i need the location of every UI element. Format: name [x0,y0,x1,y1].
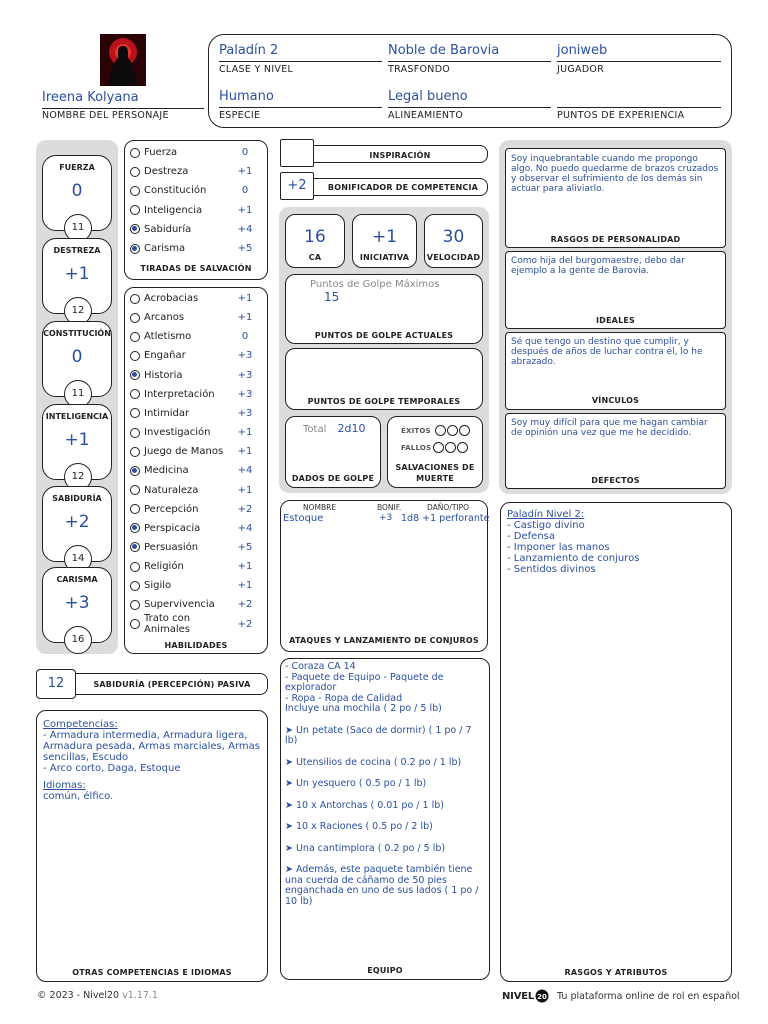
feature-item: - Defensa [507,531,555,542]
ability-name: CARISMA [56,575,98,584]
skill-value: +3 [237,388,253,400]
attack-bonus: +3 [379,513,393,523]
copyright-text: © 2023 - Nivel20 [37,990,120,1001]
initiative-label: INICIATIVA [359,253,410,262]
attack-damage: 1d8 +1 perforante [401,513,490,524]
proficiencies-label: OTRAS COMPETENCIAS E IDIOMAS [72,968,232,977]
skill-row[interactable] [130,289,256,308]
equipment-line: ➤ 10 x Antorchas ( 0.01 po / 1 lb) [285,799,444,811]
skill-row[interactable] [130,576,256,595]
proficiency-checkbox[interactable] [130,485,140,495]
skill-name: Arcanos [144,312,185,324]
character-name-line [42,108,204,109]
passive-perception-label: SABIDURÍA (PERCEPCIÓN) PASIVA [93,680,251,689]
saving-throw-value: +4 [237,223,253,235]
saving-throws-title: TIRADAS DE SALVACIÓN [140,264,252,273]
hit-dice-total-value: 2d10 [337,422,366,435]
features-list [507,509,727,575]
armor-class-label: CA [308,253,322,262]
skill-row[interactable] [130,404,256,423]
equipment-line: ➤ Además, este paquete también tiene una cuerda de cáñamo de 50 pies enganchada en uno de sus lados ( 1 po / 10 lb) [285,864,479,907]
ability-name: FUERZA [59,163,95,172]
skill-value: +4 [237,465,253,477]
skill-value: +1 [237,293,253,304]
death-saves-label: SALVACIONES DE MUERTE [395,463,475,483]
saving-throw-name: Inteligencia [144,204,203,216]
temp-hp-label: PUNTOS DE GOLPE TEMPORALES [307,397,461,406]
saving-throw-row[interactable] [130,181,256,200]
ability-charisma[interactable] [42,567,112,643]
skill-name: Sigilo [144,580,172,592]
player-value: joniweb [557,43,608,58]
class-level-field[interactable] [219,41,382,87]
attacks-header-name: NOMBRE [303,503,337,512]
languages-text: común, élfico. [43,791,114,802]
skill-name: Acrobacias [144,293,199,304]
class-level-label: CLASE Y NIVEL [219,64,294,75]
inspiration-label: INSPIRACIÓN [369,151,431,160]
passive-perception-value[interactable]: 12 [36,669,76,699]
successes-label: ÉXITOS [401,426,431,435]
ability-score[interactable]: 11 [64,380,92,408]
footer-copyright [37,990,158,1001]
death-saves-successes[interactable] [401,425,474,436]
skill-name: Atletismo [144,331,192,343]
species-label: ESPECIE [219,110,261,121]
ability-name: DESTREZA [53,246,101,255]
proficiency-checkbox[interactable] [130,370,140,380]
ability-wisdom[interactable] [42,486,112,562]
ability-score[interactable]: 12 [64,463,92,491]
background-label: TRASFONDO [388,64,451,75]
hit-dice-total-row [303,422,366,435]
skill-value: +4 [237,522,253,534]
equipment-list [285,662,485,907]
inspiration-value[interactable] [280,139,314,167]
equipment-line: - Paquete de Equipo - Paquete de explorador [285,671,444,693]
skill-name: Investigación [144,427,211,439]
ability-score[interactable]: 16 [64,626,92,654]
skill-name: Trato con Animales [144,613,191,636]
proficiency-checkbox[interactable] [130,504,140,514]
max-hp-label: Puntos de Golpe Máximos [310,279,440,290]
initiative-box[interactable] [352,214,417,268]
feature-item: - Castigo divino [507,520,585,531]
skill-row[interactable] [130,385,256,404]
skill-value: +3 [237,369,253,381]
class-level-value: Paladín 2 [219,43,279,58]
skill-row[interactable] [130,346,256,365]
skill-row[interactable] [130,481,256,500]
max-hp-row [310,279,470,304]
speed-box[interactable] [424,214,483,268]
equipment-line: ➤ 10 x Raciones ( 0.5 po / 2 lb) [285,821,433,832]
saving-throw-row[interactable] [130,239,256,258]
proficiency-checkbox[interactable] [130,389,140,399]
skill-name: Interpretación [144,388,215,400]
equipment-line: - Coraza CA 14 [285,661,356,672]
ability-modifier: 0 [71,181,83,201]
background-field[interactable] [388,41,551,87]
ability-dexterity[interactable] [42,238,112,314]
skill-row[interactable] [130,327,256,346]
skill-name: Historia [144,369,183,381]
proficiency-checkbox[interactable] [130,351,140,361]
attack-name: Estoque [283,513,324,524]
footer-brand[interactable] [502,989,740,1003]
background-value: Noble de Barovia [388,43,500,58]
flaws-label: DEFECTOS [591,476,640,485]
success-checkbox-2[interactable] [447,425,458,436]
saving-throw-name: Destreza [144,166,189,178]
skill-row[interactable] [130,615,256,634]
proficiency-checkbox[interactable] [130,408,140,418]
skill-value: +3 [237,407,253,419]
skill-name: Intimidar [144,407,190,419]
proficiency-checkbox[interactable] [130,619,140,629]
saving-throw-row[interactable] [130,220,256,239]
ideals-label: IDEALES [596,316,635,325]
skill-name: Engañar [144,350,186,362]
skill-value: +1 [237,561,253,573]
personality-text: Soy inquebrantable cuando me propongo algo. No puedo quedarme de brazos cruzados y observar el sufrimiento de los demás sin actuar para aliviarlo. [511,154,719,194]
saving-throw-row[interactable] [130,162,256,181]
proficiencies-armor-weapons: - Armadura intermedia, Armadura ligera, Armadura pesada, Armas marciales, Armas sencillas, Escudo [43,730,260,763]
speed-value: 30 [442,227,465,247]
skill-row[interactable] [130,461,256,480]
skill-value: +1 [237,312,253,324]
skill-value: +2 [237,618,253,630]
skill-row[interactable] [130,519,256,538]
equipment-line: - Ropa - Ropa de Calidad [285,692,403,704]
equipment-line: ➤ Un yesquero ( 0.5 po / 1 lb) [285,778,427,789]
saving-throw-name: Carisma [144,243,186,254]
languages-heading: Idiomas: [43,780,86,791]
experience-field[interactable] [557,87,721,133]
skill-name: Supervivencia [144,599,215,611]
proficiency-checkbox[interactable] [130,313,140,323]
ability-constitution[interactable] [42,321,112,397]
proficiency-checkbox[interactable] [130,600,140,610]
failure-checkbox-2[interactable] [445,442,456,453]
version-text: v1.17.1 [122,990,158,1001]
proficiency-checkbox[interactable] [130,581,140,591]
skill-row[interactable] [130,423,256,442]
proficiency-checkbox[interactable] [130,167,140,177]
proficiency-checkbox[interactable] [130,224,140,234]
proficiency-bonus-label: BONIFICADOR DE COMPETENCIA [327,183,479,192]
failures-label: FALLOS [401,443,432,452]
proficiency-checkbox[interactable] [130,332,140,342]
equipment-line: Incluye una mochila ( 2 po / 5 lb) [285,703,442,714]
tagline-text: Tu plataforma online de rol en español [557,990,740,1002]
skill-name: Medicina [144,465,189,477]
experience-value [557,87,721,107]
skill-row[interactable] [130,442,256,461]
character-name-label: NOMBRE DEL PERSONAJE [42,110,169,121]
skill-name: Naturaleza [144,484,199,496]
skills-title: HABILIDADES [164,641,228,650]
feature-item: - Lanzamiento de conjuros [507,553,640,564]
saving-throw-value: +1 [237,166,253,178]
proficiencies-text [43,719,263,802]
failure-checkbox-1[interactable] [433,442,444,453]
skill-row[interactable] [130,366,256,385]
player-label: JUGADOR [557,64,605,75]
skill-value: +1 [237,427,253,439]
ability-strength[interactable] [42,155,112,231]
armor-class-value: 16 [304,227,326,247]
equipment-line: ➤ Utensilios de cocina ( 0.2 po / 1 lb) [285,756,462,768]
bonds-label: VÍNCULOS [591,396,640,405]
ideals-text: Como hija del burgomaestre, debo dar ejemplo a la gente de Barovia. [511,256,685,276]
brand-logo-text: NIVEL [502,990,535,1002]
skill-row[interactable] [130,500,256,519]
initiative-value: +1 [371,227,398,247]
player-field[interactable] [557,41,721,87]
proficiency-checkbox[interactable] [130,428,140,438]
skill-value: +2 [237,503,253,515]
saving-throw-value: +1 [237,204,253,216]
skill-name: Perspicacia [144,522,201,534]
species-value: Humano [219,89,274,104]
failure-checkbox-3[interactable] [457,442,468,453]
proficiency-checkbox[interactable] [130,562,140,572]
svg-text:20: 20 [537,993,547,1001]
personality-label: RASGOS DE PERSONALIDAD [550,235,681,244]
skill-row[interactable] [130,308,256,327]
equipment-label: EQUIPO [367,966,403,975]
skill-value: +2 [237,599,253,611]
ability-score[interactable]: 11 [64,214,92,242]
proficiency-checkbox[interactable] [130,542,140,552]
proficiency-checkbox[interactable] [130,523,140,533]
proficiency-checkbox[interactable] [130,148,140,158]
experience-label: PUNTOS DE EXPERIENCIA [557,110,685,121]
skill-value: 0 [241,331,249,343]
proficiency-checkbox[interactable] [130,205,140,215]
alignment-field[interactable] [388,87,551,133]
character-name-value[interactable]: Ireena Kolyana [42,90,139,105]
feature-item: - Imponer las manos [507,542,610,553]
armor-class-box[interactable] [285,214,345,268]
equipment-line: ➤ Una cantimplora ( 0.2 po / 5 lb) [285,842,446,854]
saving-throw-value: +5 [237,243,253,254]
ability-score[interactable]: 12 [64,297,92,325]
hit-dice-total-label: Total [303,424,327,435]
ability-score[interactable]: 14 [64,545,92,573]
proficiency-checkbox[interactable] [130,294,140,304]
success-checkbox-3[interactable] [459,425,470,436]
proficiencies-specific-weapons: - Arco corto, Daga, Estoque [43,763,181,774]
ability-modifier: +2 [64,512,90,532]
alignment-value: Legal bueno [388,89,468,104]
saving-throw-name: Fuerza [144,147,178,158]
species-field[interactable] [219,87,382,133]
ability-name: CONSTITUCIÓN [43,329,111,338]
ability-modifier: 0 [71,347,83,367]
proficiency-checkbox[interactable] [130,244,140,254]
ability-modifier: +1 [64,264,90,284]
proficiencies-heading: Competencias: [43,719,118,730]
saving-throw-value: 0 [241,147,249,158]
equipment-line: ➤ Un petate (Saco de dormir) ( 1 po / 7 lb) [285,724,472,746]
skill-value: +5 [237,541,253,553]
skill-value: +3 [237,350,253,362]
flaws-text: Soy muy difícil para que me hagan cambiar de opinión una vez que me he decidido. [511,418,708,438]
feature-item: - Sentidos divinos [507,564,596,575]
proficiency-checkbox[interactable] [130,466,140,476]
skill-name: Juego de Manos [144,446,224,458]
skill-row[interactable] [130,595,256,614]
max-hp-value[interactable]: 15 [324,290,340,304]
ability-name: INTELIGENCIA [45,412,109,421]
ability-intelligence[interactable] [42,404,112,480]
attacks-header-damage: DAÑO/TIPO [427,503,470,512]
ability-name: SABIDURÍA [52,494,102,503]
saving-throw-value: 0 [241,185,249,197]
saving-throw-row[interactable] [130,201,256,220]
hit-dice-label: DADOS DE GOLPE [291,474,375,483]
attacks-header-bonus: BONIF. [377,503,402,512]
skill-value: +1 [237,580,253,592]
saving-throw-name: Constitución [144,185,207,197]
d20-logo-icon [535,989,549,1003]
success-checkbox-1[interactable] [435,425,446,436]
saving-throw-row[interactable] [130,143,256,162]
skill-value: +1 [237,484,253,496]
proficiency-checkbox[interactable] [130,447,140,457]
skill-name: Persuasión [144,541,199,553]
alignment-label: ALINEAMIENTO [388,110,464,121]
proficiency-bonus-value[interactable]: +2 [280,172,314,200]
saving-throw-name: Sabiduría [144,223,192,235]
skill-row[interactable] [130,557,256,576]
ability-modifier: +3 [64,593,90,613]
features-heading: Paladín Nivel 2: [507,509,585,520]
skill-name: Percepción [144,503,199,515]
death-saves-failures[interactable] [401,442,472,453]
bonds-text: Sé que tengo un destino que cumplir, y después de años de luchar contra él, lo he abrazado. [511,337,703,367]
features-label: RASGOS Y ATRIBUTOS [564,968,668,977]
skill-row[interactable] [130,538,256,557]
character-portrait [100,34,146,86]
attacks-title: ATAQUES Y LANZAMIENTO DE CONJUROS [289,636,479,645]
proficiency-checkbox[interactable] [130,186,140,196]
ability-modifier: +1 [64,430,90,450]
speed-label: VELOCIDAD [426,253,481,262]
skill-value: +1 [237,446,253,458]
current-hp-label: PUNTOS DE GOLPE ACTUALES [314,331,454,340]
skill-name: Religión [144,561,184,573]
